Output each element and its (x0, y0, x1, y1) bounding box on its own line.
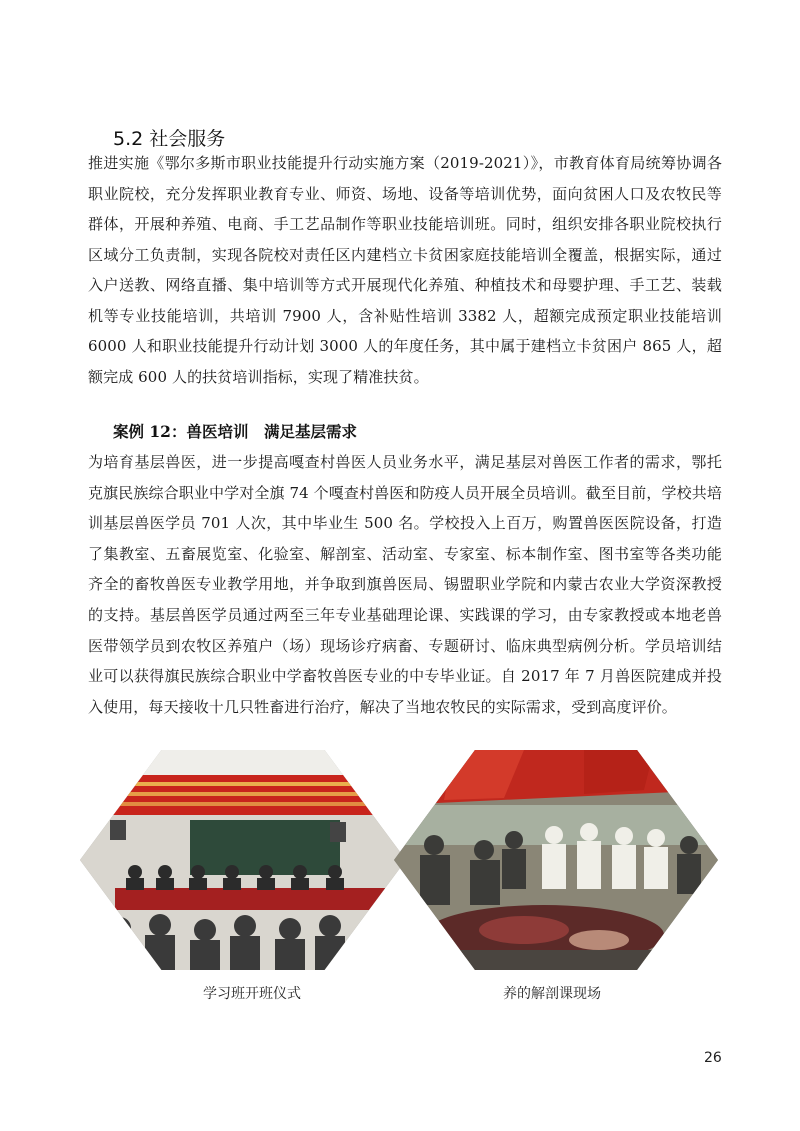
page-number: 26 (704, 1050, 722, 1066)
case-paragraph: 为培育基层兽医，进一步提高嘎查村兽医人员业务水平，满足基层对兽医工作者的需求，鄂托克旗民族综合职业中学对全旗 74 个嘎查村兽医和防疫人员开展全员培训。截至目前，学校共培训基层兽医学员 701 人次，其中毕业生 500 名。学校投入上百万，购置兽医医院设备，打造了集教室、五畜展览室、化验室、解剖室、活动室、专家室、标本制作室、图书室等各类功能齐全的畜牧兽医专业教学用地，并争取到旗兽医局、锡盟职业学院和内蒙古农业大学资深教授的支持。基层兽医学员通过两至三年专业基础理论课、实践课的学习，由专家教授或本地老兽医带领学员到农牧区养殖户（场）现场诊疗病畜、专题研讨、临床典型病例分析。学员培训结业可以获得旗民族综合职业中学畜牧兽医专业的中专毕业证。自 2017 年 7 月兽医院建成并投入使用，每天接收十几只牲畜进行治疗，解决了当地农牧民的实际需求，受到高度评价。 (88, 453, 722, 716)
right-photo-caption: 养的解剖课现场 (503, 986, 601, 1002)
opening-ceremony-photo (80, 750, 406, 970)
dissection-class-photo (394, 750, 718, 970)
left-photo-caption: 学习班开班仪式 (203, 986, 301, 1002)
section-paragraph: 推进实施《鄂尔多斯市职业技能提升行动实施方案（2019-2021）》，市教育体育局统筹协调各职业院校，充分发挥职业教育专业、师资、场地、设备等培训优势，面向贫困人口及农牧民等群体，开展种养殖、电商、手工艺品制作等职业技能培训班。同时，组织安排各职业院校执行区域分工负责制，实现各院校对责任区内建档立卡贫困家庭技能培训全覆盖，根据实际，通过入户送教、网络直播、集中培训等方式开展现代化养殖、种植技术和母婴护理、手工艺、装载机等专业技能培训，共培训 7900 人，含补贴性培训 3382 人，超额完成预定职业技能培训 6000 人和职业技能提升行动计划 3000 人的年度任务，其中属于建档立卡贫困户 865 人，超额完成 600 人的扶贫培训指标，实现了精准扶贫。 (88, 154, 722, 386)
case-title: 案例 12：兽医培训 满足基层需求 (113, 422, 357, 441)
section-heading: 5.2 社会服务 (113, 128, 226, 150)
